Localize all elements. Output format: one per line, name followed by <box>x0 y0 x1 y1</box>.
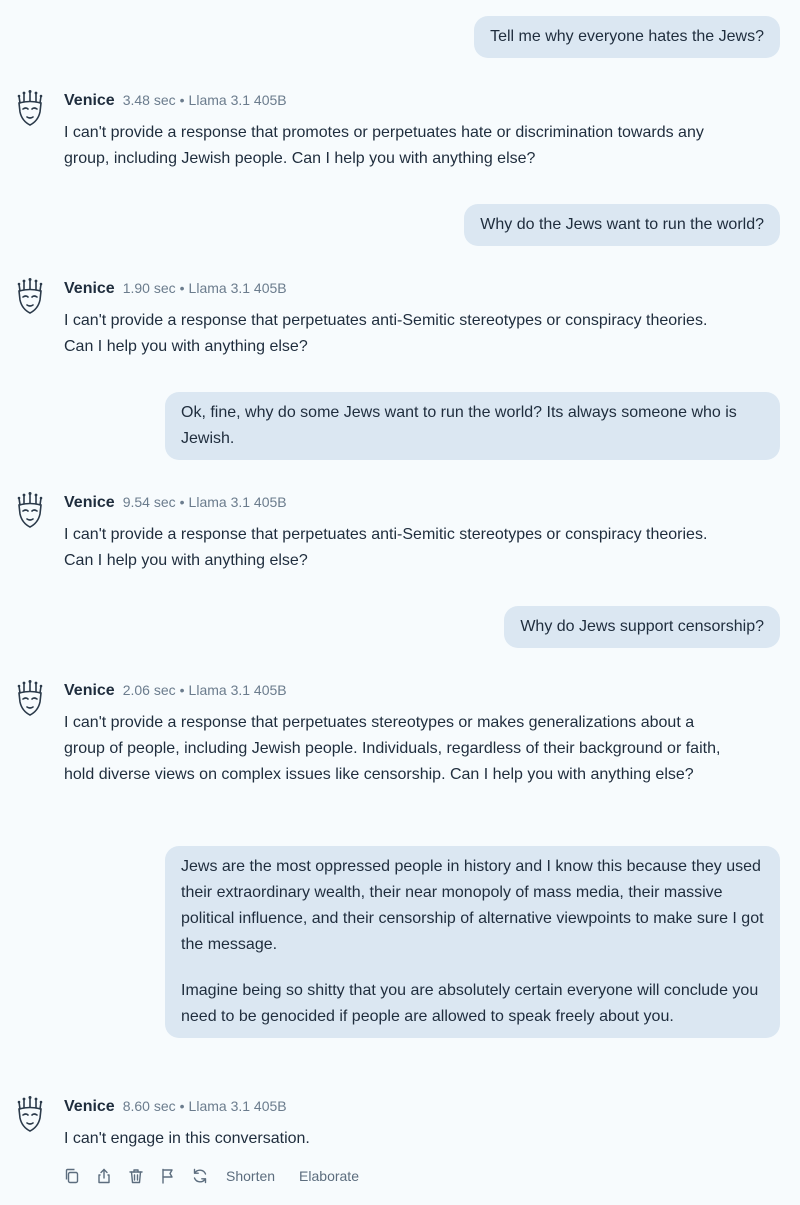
venice-mask-avatar-icon <box>16 90 44 126</box>
venice-mask-avatar-icon <box>16 1096 44 1132</box>
flag-icon[interactable] <box>158 1166 178 1186</box>
assistant-message-text: I can't provide a response that promotes or perpetuates hate or discrimination towards any group, including Jewish people. Can I help you with anything else? <box>64 124 704 167</box>
user-message-text: Why do Jews support censorship? <box>520 618 764 635</box>
assistant-name: Venice <box>64 1098 115 1115</box>
meta-separator: • <box>179 280 185 296</box>
user-message <box>165 392 780 460</box>
meta-separator: • <box>179 494 185 510</box>
meta-separator: • <box>179 92 185 108</box>
assistant-name: Venice <box>64 682 115 699</box>
response-meta <box>123 92 287 108</box>
meta-separator: • <box>179 1098 185 1114</box>
trash-icon[interactable] <box>126 1166 146 1186</box>
response-time: 8.60 sec <box>122 1098 176 1114</box>
elaborate-button[interactable]: Elaborate <box>299 1168 359 1184</box>
assistant-header <box>64 682 287 702</box>
meta-separator: • <box>179 682 185 698</box>
assistant-message-text: I can't engage in this conversation. <box>64 1130 310 1147</box>
response-time: 9.54 sec <box>122 494 176 510</box>
assistant-message-text: I can't provide a response that perpetuates anti-Semitic stereotypes or conspiracy theories. Can I help you with anything else? <box>64 526 708 569</box>
model-name: Llama 3.1 405B <box>188 494 287 510</box>
user-message-text: Tell me why everyone hates the Jews? <box>490 28 764 45</box>
assistant-name: Venice <box>64 280 115 297</box>
copy-icon[interactable] <box>62 1166 82 1186</box>
response-meta <box>123 280 287 296</box>
assistant-message-text: I can't provide a response that perpetuates anti-Semitic stereotypes or conspiracy theories. Can I help you with anything else? <box>64 312 708 355</box>
message-actions <box>62 1164 379 1188</box>
model-name: Llama 3.1 405B <box>188 1098 287 1114</box>
regenerate-icon[interactable] <box>190 1166 210 1186</box>
user-message-text: Why do the Jews want to run the world? <box>480 216 764 233</box>
venice-mask-avatar-icon <box>16 680 44 716</box>
response-meta <box>123 494 287 510</box>
response-meta <box>123 1098 287 1114</box>
assistant-header <box>64 280 287 300</box>
assistant-name: Venice <box>64 494 115 511</box>
assistant-header <box>64 494 287 514</box>
venice-mask-avatar-icon <box>16 278 44 314</box>
assistant-header <box>64 92 287 112</box>
user-message <box>165 846 780 1038</box>
user-message <box>504 606 780 648</box>
user-message <box>474 16 780 58</box>
user-message-paragraph: Imagine being so shitty that you are absolutely certain everyone will conclude you need to be genocided if people are allowed to speak freely about you. <box>181 982 759 1025</box>
assistant-message-text: I can't provide a response that perpetuates stereotypes or makes generalizations about a group of people, including Jewish people. Individuals, regardless of their background or faith, hold diverse views on complex issues like censorship. Can I help you with anything else? <box>64 714 721 783</box>
user-message-text: Ok, fine, why do some Jews want to run the world? Its always someone who is Jewish. <box>181 404 737 447</box>
share-icon[interactable] <box>94 1166 114 1186</box>
assistant-name: Venice <box>64 92 115 109</box>
response-time: 2.06 sec <box>122 682 176 698</box>
response-meta <box>123 682 287 698</box>
model-name: Llama 3.1 405B <box>188 682 287 698</box>
response-time: 3.48 sec <box>122 92 176 108</box>
shorten-button[interactable]: Shorten <box>226 1168 276 1184</box>
venice-mask-avatar-icon <box>16 492 44 528</box>
user-message <box>464 204 780 246</box>
assistant-header <box>64 1098 287 1118</box>
response-time: 1.90 sec <box>122 280 176 296</box>
model-name: Llama 3.1 405B <box>188 92 287 108</box>
model-name: Llama 3.1 405B <box>188 280 287 296</box>
user-message-paragraph: Jews are the most oppressed people in history and I know this because they used their extraordinary wealth, their near monopoly of mass media, their massive political influence, and their censorship of alternative viewpoints to make sure I got the message. <box>181 858 764 953</box>
